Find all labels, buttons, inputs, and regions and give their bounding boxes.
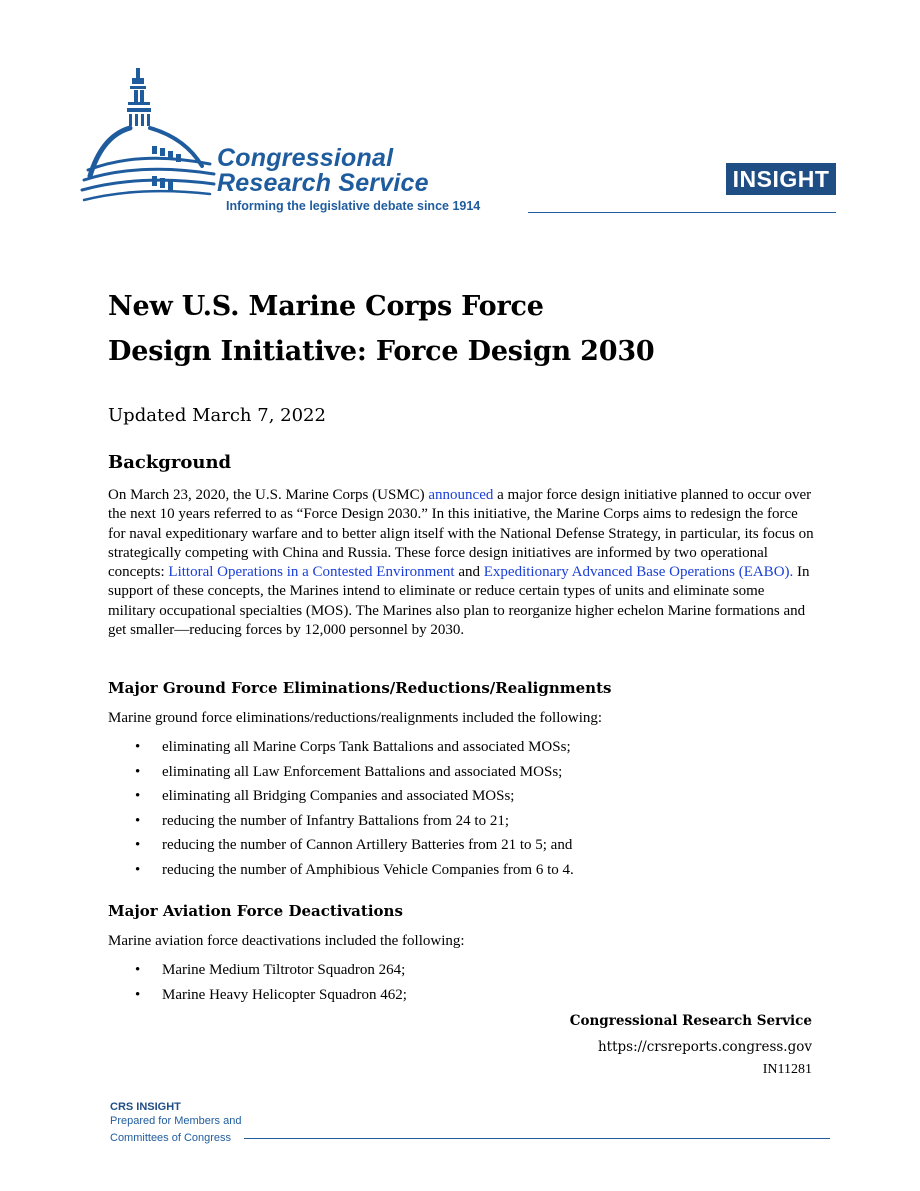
- insight-badge: INSIGHT: [726, 163, 836, 195]
- org-name-line1: Congressional: [217, 144, 394, 172]
- org-name: [217, 146, 429, 196]
- bullet-icon: •: [135, 739, 141, 755]
- heading-ground-force: Major Ground Force Eliminations/Reductions/Realignments: [108, 679, 612, 697]
- org-name-line2: Research Service: [217, 169, 429, 197]
- ground-intro: Marine ground force eliminations/reductions/realignments included the following:: [108, 710, 603, 726]
- aviation-intro: Marine aviation force deactivations included the following:: [108, 933, 465, 949]
- bg-text-3: and: [454, 564, 484, 581]
- bullet-icon: •: [135, 812, 141, 829]
- bullet-icon: •: [135, 837, 141, 853]
- title-line2: Design Initiative: Force Design 2030: [108, 336, 655, 367]
- footer-url[interactable]: https://crsreports.congress.gov: [597, 1039, 812, 1055]
- bg-text-4: In support of these concepts, the Marines intend to eliminate or reduce certain types of units and eliminate some military occupational specialties (MOS). The Marines also plan to reorganize higher echelon Marine formations and get smaller—reducing forces by 12,000 personnel by 2030.: [108, 564, 810, 639]
- capitol-dome-icon: [80, 66, 220, 216]
- background-paragraph: [108, 486, 814, 640]
- list-item: • reducing the number of Cannon Artillery Batteries from 21 to 5; and: [108, 833, 574, 858]
- bullet-icon: •: [135, 763, 141, 780]
- ground-list: [108, 735, 574, 882]
- list-item: • eliminating all Bridging Companies and associated MOSs;: [108, 784, 574, 809]
- link-eabo[interactable]: Expeditionary Advanced Base Operations (EABO).: [483, 564, 794, 581]
- bg-text-2: a major force design initiative planned to occur over the next 10 years referred to as “Force Design 2030.” In this initiative, the Marine Corps aims to redesign the force for naval expeditionary warfare and to better align itself with the National Defense Strategy, in particular, its focus on strategically competing with China and Russia. These force design initiatives are informed by two operational concepts:: [108, 487, 814, 581]
- list-item: • eliminating all Law Enforcement Battalions and associated MOSs;: [108, 760, 574, 785]
- heading-aviation-force: Major Aviation Force Deactivations: [108, 902, 403, 920]
- header-rule: [528, 212, 836, 213]
- aviation-list: [108, 958, 407, 1007]
- prepared-line2: Committees of Congress: [110, 1132, 232, 1144]
- footer-report-id: IN11281: [762, 1062, 812, 1077]
- link-littoral-operations[interactable]: Littoral Operations in a Contested Environment: [168, 564, 455, 581]
- page-title: [108, 284, 748, 374]
- footer-org: Congressional Research Service: [569, 1013, 812, 1029]
- bullet-icon: •: [135, 962, 141, 978]
- list-item: • Marine Medium Tiltrotor Squadron 264;: [108, 958, 407, 983]
- footer-rule: [244, 1138, 830, 1139]
- heading-background: Background: [108, 452, 232, 473]
- bullet-icon: •: [135, 788, 141, 804]
- list-item: • eliminating all Marine Corps Tank Battalions and associated MOSs;: [108, 735, 574, 760]
- bullet-icon: •: [135, 986, 141, 1003]
- updated-date: Updated March 7, 2022: [108, 405, 326, 426]
- list-item: • reducing the number of Amphibious Vehicle Companies from 6 to 4.: [108, 858, 574, 883]
- tagline: Informing the legislative debate since 1914: [226, 199, 481, 213]
- title-line1: New U.S. Marine Corps Force: [108, 291, 544, 322]
- list-item: • reducing the number of Infantry Battalions from 24 to 21;: [108, 809, 574, 834]
- crs-insight-label: CRS INSIGHT: [110, 1101, 181, 1113]
- list-item: • Marine Heavy Helicopter Squadron 462;: [108, 983, 407, 1008]
- bullet-icon: •: [135, 861, 141, 878]
- prepared-line1: Prepared for Members and: [110, 1115, 242, 1127]
- bg-text-1: On March 23, 2020, the U.S. Marine Corps (USMC): [108, 487, 429, 503]
- link-announced[interactable]: announced: [428, 487, 494, 503]
- crs-logo: [80, 66, 540, 216]
